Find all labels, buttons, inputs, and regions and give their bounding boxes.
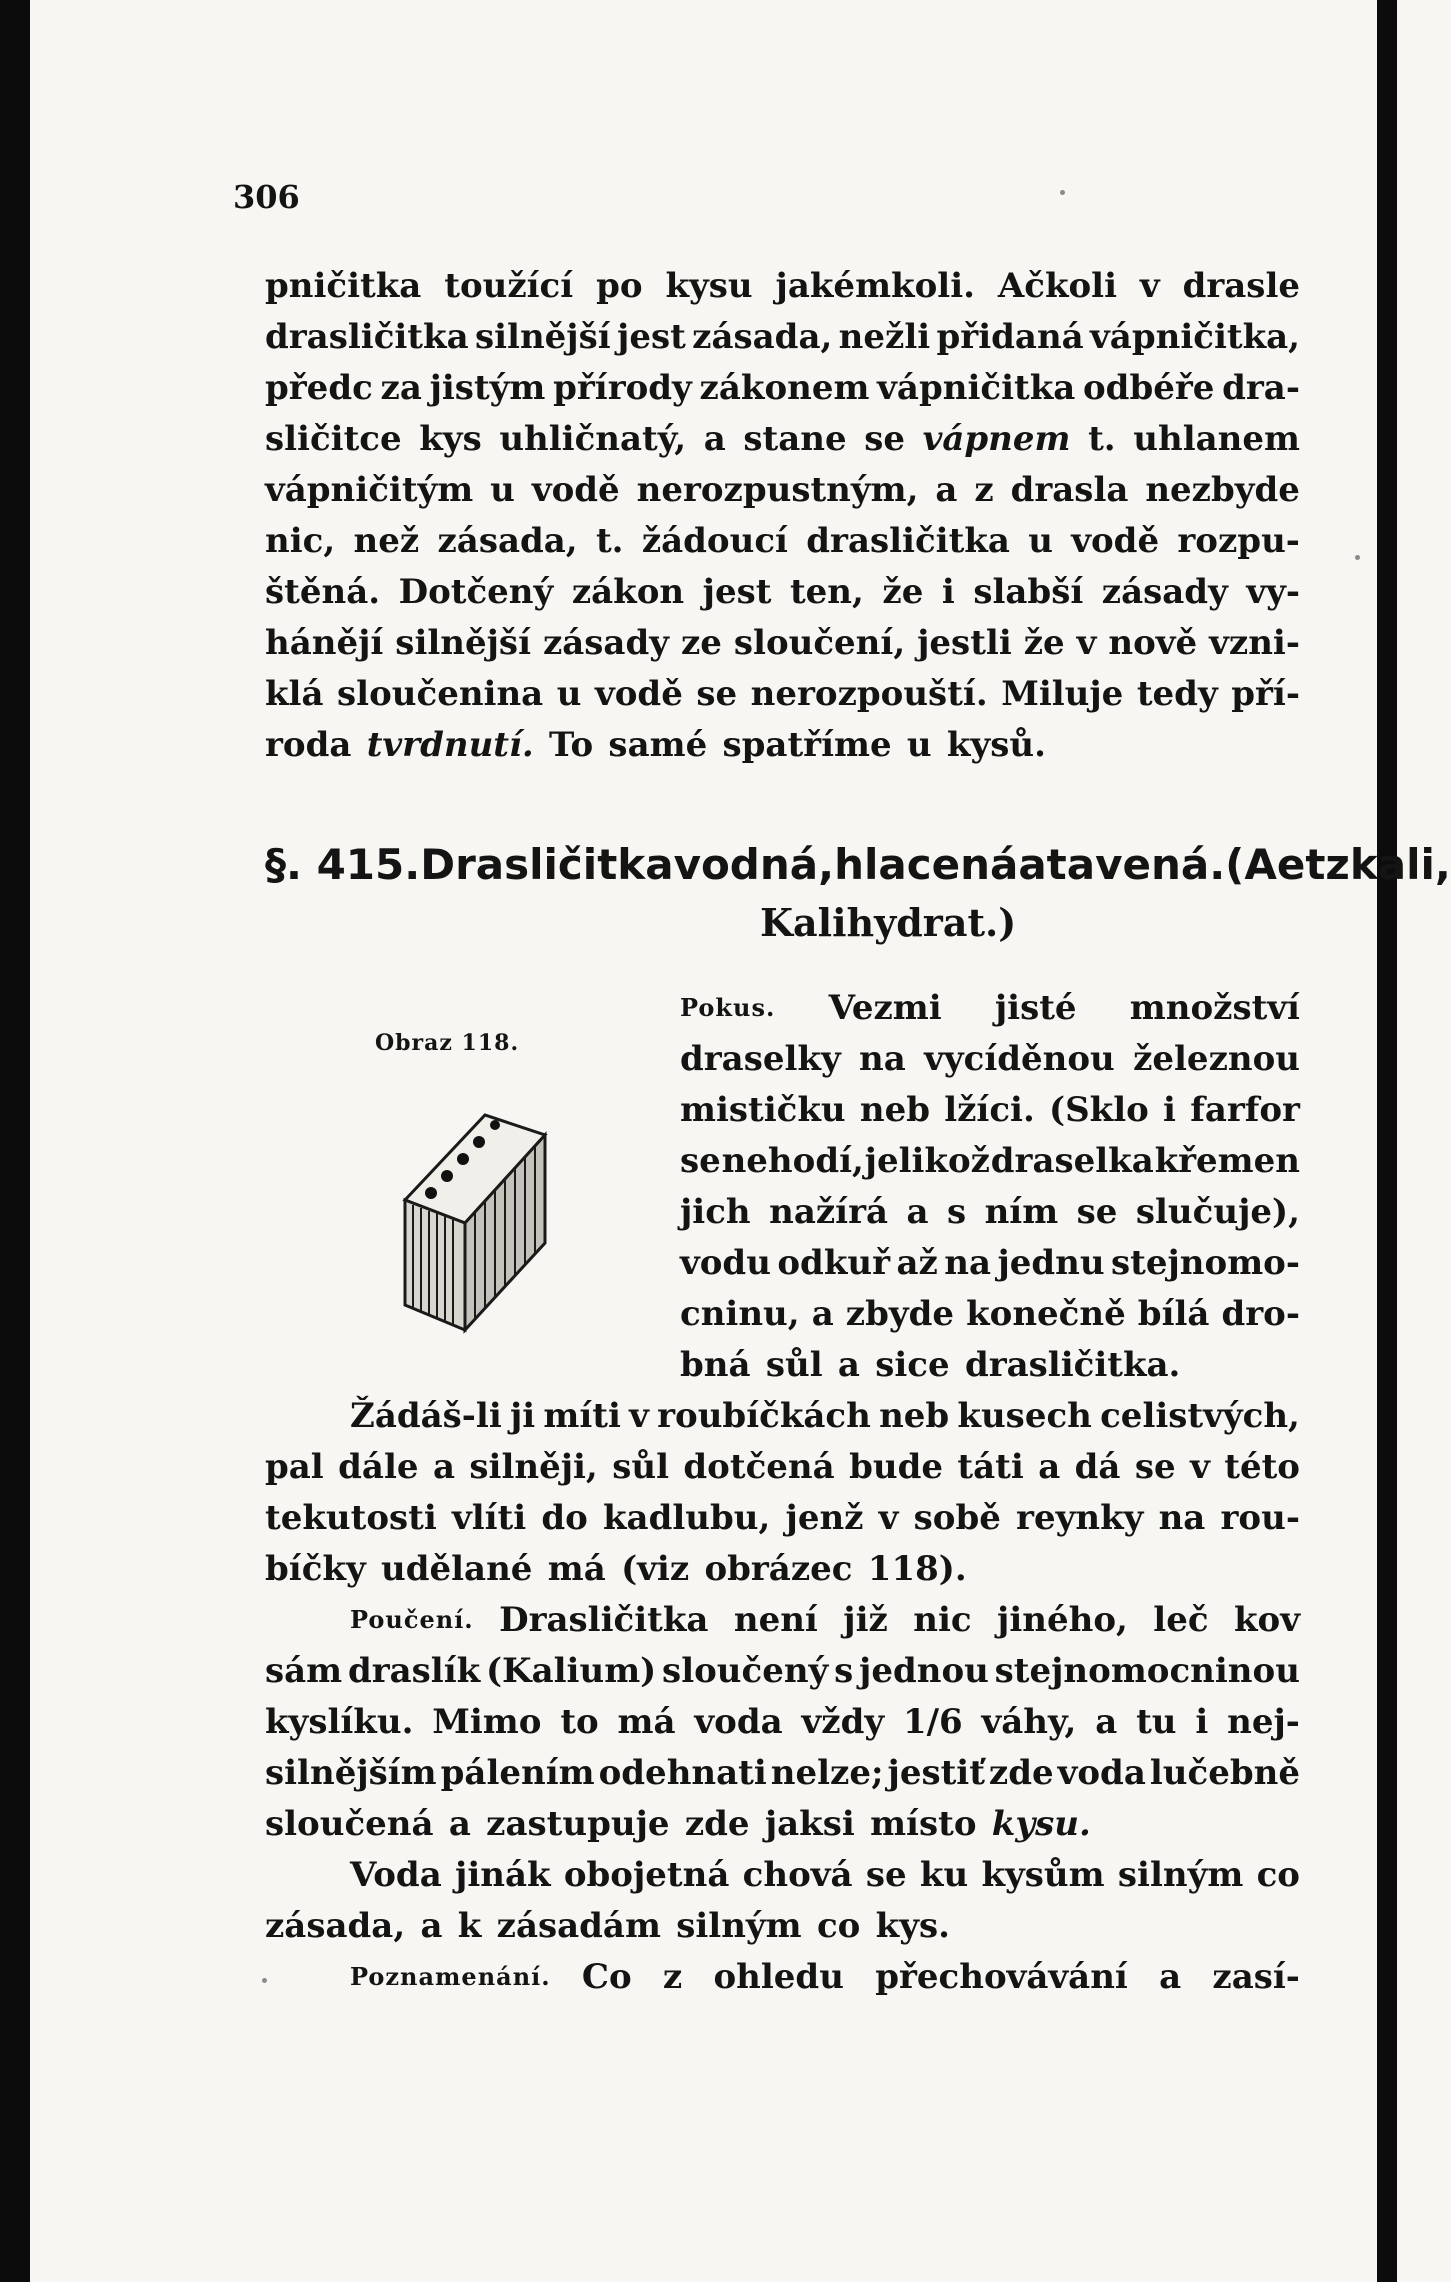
scan-speck bbox=[1355, 555, 1360, 560]
text-line: roda tvrdnutí. To samé spatříme u kysů. bbox=[265, 725, 1046, 765]
page-number: 306 bbox=[233, 178, 300, 216]
text-line: Voda jinák obojetná chová se ku kysům silným co bbox=[350, 1855, 1300, 1895]
text-line: draselky na vycíděnou železnou bbox=[680, 1039, 1300, 1079]
text-line: Pokus. Vezmi jisté množství bbox=[680, 988, 1300, 1028]
text-line: kyslíku. Mimo to má voda vždy 1/6 váhy, a tu i nej- bbox=[265, 1702, 1300, 1742]
text-line: jich nažírá a s ním se slučuje), bbox=[680, 1192, 1300, 1232]
text-line: předc za jistým přírody zákonem vápničitka odbéře dra- bbox=[265, 368, 1300, 408]
text-line: zásada, a k zásadám silným co kys. bbox=[265, 1906, 950, 1946]
text-line: tekutosti vlíti do kadlubu, jenž v sobě reynky na rou- bbox=[265, 1498, 1300, 1538]
text-line: vápničitým u vodě nerozpustným, a z drasla nezbyde bbox=[265, 470, 1300, 510]
section-heading-continuation: Kalihydrat.) bbox=[760, 900, 1017, 945]
text-line: mističku neb lžíci. (Sklo i farfor bbox=[680, 1090, 1300, 1130]
scan-speck bbox=[1060, 190, 1065, 195]
text-line: se nehodí, jelikož draselka křemen bbox=[680, 1141, 1300, 1181]
scan-speck bbox=[262, 1978, 267, 1983]
text-line: bíčky udělané má (viz obrázec 118). bbox=[265, 1549, 967, 1589]
scan-border-right bbox=[1377, 0, 1397, 2282]
text-line: vodu odkuř až na jednu stejnomo- bbox=[680, 1243, 1300, 1283]
text-line: klá sloučenina u vodě se nerozpouští. Miluje tedy pří- bbox=[265, 674, 1300, 714]
text-line: silnějším pálením odehnati nelze; jestiť zde voda lučebně bbox=[265, 1753, 1300, 1793]
text-line: cninu, a zbyde konečně bílá dro- bbox=[680, 1294, 1300, 1334]
text-line: pal dále a silněji, sůl dotčená bude táti a dá se v této bbox=[265, 1447, 1300, 1487]
text-line: sličitce kys uhličnatý, a stane se vápnem t. uhlanem bbox=[265, 419, 1300, 459]
text-line: hánějí silnější zásady ze sloučení, jestli že v nově vzni- bbox=[265, 623, 1300, 663]
text-line: Poznamenání. Co z ohledu přechovávání a zasí- bbox=[350, 1957, 1300, 1997]
figure-caption: Obraz 118. bbox=[375, 1030, 520, 1056]
text-line: Poučení. Drasličitka není již nic jiného, leč kov bbox=[350, 1600, 1300, 1640]
text-line: štěná. Dotčený zákon jest ten, že i slabší zásady vy- bbox=[265, 572, 1300, 612]
scan-border-left bbox=[0, 0, 30, 2282]
text-line: drasličitka silnější jest zásada, nežli přidaná vápničitka, bbox=[265, 317, 1300, 357]
text-line: nic, než zásada, t. žádoucí drasličitka u vodě rozpu- bbox=[265, 521, 1300, 561]
ingot-mould-illustration bbox=[395, 1105, 555, 1335]
text-line: pničitka toužící po kysu jakémkoli. Ačkoli v drasle bbox=[265, 266, 1300, 306]
text-line: sám draslík (Kalium) sloučený s jednou stejnomocninou bbox=[265, 1651, 1300, 1691]
text-line: sloučená a zastupuje zde jaksi místo kysu. bbox=[265, 1804, 1091, 1844]
section-heading: §. 415. Drasličitka vodná, hlacená a tavená. (Aetzkali, bbox=[265, 840, 1451, 889]
text-line: bná sůl a sice drasličitka. bbox=[680, 1345, 1181, 1385]
text-line: Žádáš-li ji míti v roubíčkách neb kusech celistvých, bbox=[350, 1396, 1300, 1436]
